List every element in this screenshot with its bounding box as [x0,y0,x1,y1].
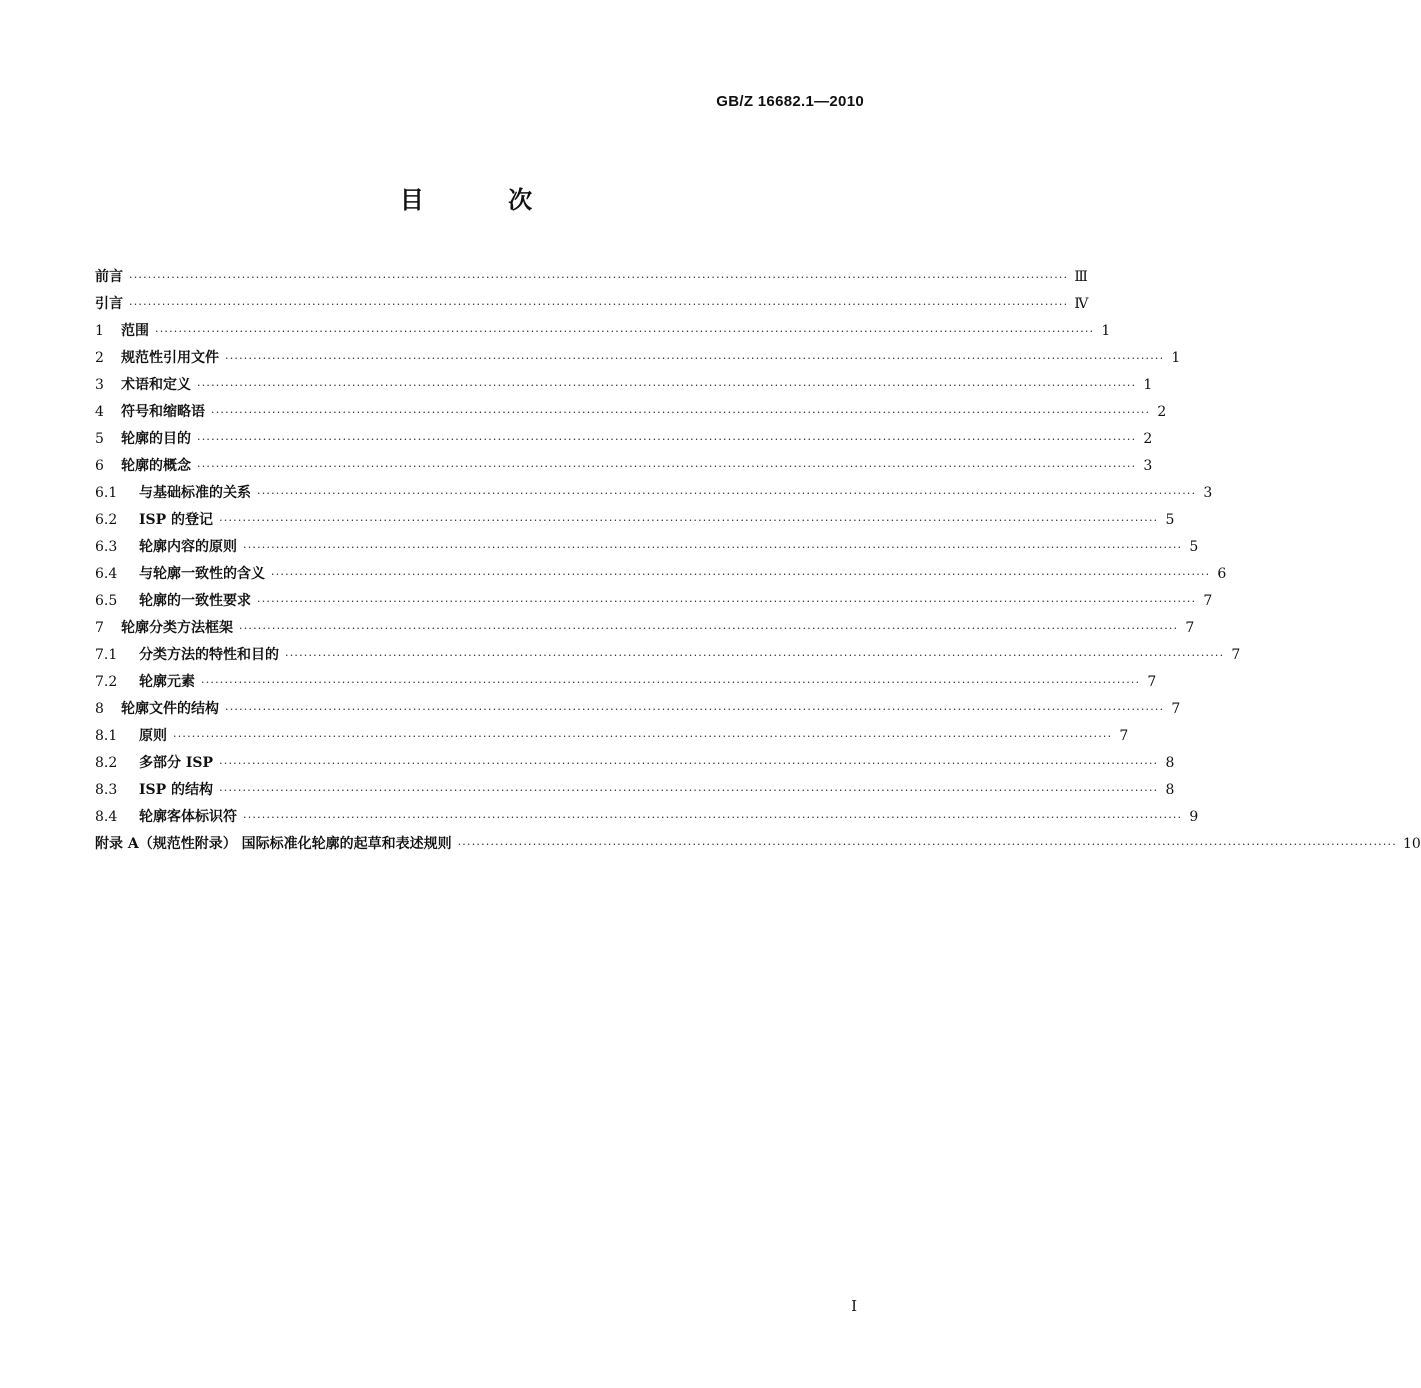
toc-dot-leader: ········································································································································································································ [285,649,1225,662]
toc-entry[interactable] [95,777,1175,804]
toc-dot-leader: ········································································································································································································ [197,433,1137,446]
toc-entry-page: 9 [1189,809,1199,825]
toc-entry-number: 7.2 [95,674,118,690]
toc-entry-page: Ⅲ [1074,269,1088,285]
toc-entry-title: 附录 A（规范性附录） 国际标准化轮廓的起草和表述规则 [95,836,452,852]
toc-entry[interactable] [95,723,1129,750]
toc-entry-page: 8 [1165,755,1175,771]
toc-entry-page: 2 [1157,404,1167,420]
standard-code: GB/Z 16682.1—2010 [716,93,864,110]
toc-entry-title: 原则 [139,728,167,744]
toc-dot-leader: ········································································································································································································ [219,757,1159,770]
toc-entry-title: 与基础标准的关系 [139,485,251,501]
toc-dot-leader: ········································································································································································································ [173,730,1113,743]
toc-entry-page: 1 [1171,350,1181,366]
toc-entry-page: 7 [1171,701,1181,717]
toc-entry-title: 轮廓元素 [139,674,195,690]
toc-entry-page: 3 [1143,458,1153,474]
toc-entry[interactable] [95,534,1199,561]
toc-entry-title: 分类方法的特性和目的 [139,647,279,663]
toc-entry-title: 轮廓的概念 [121,458,191,474]
toc-entry-title: 轮廓分类方法框架 [121,620,233,636]
toc-entry-page: 3 [1203,485,1213,501]
toc-dot-leader: ········································································································································································································ [225,703,1165,716]
toc-entry-number: 6 [95,458,104,474]
toc-dot-leader: ········································································································································································································ [271,568,1211,581]
toc-entry-title: 轮廓的一致性要求 [139,593,251,609]
toc-entry-page: 7 [1119,728,1129,744]
toc-entry-title: 多部分 ISP [139,755,214,771]
toc-entry-title: 轮廓客体标识符 [139,809,237,825]
toc-entry[interactable] [95,615,1195,642]
table-of-contents [95,264,1421,858]
toc-entry[interactable] [95,750,1175,777]
toc-dot-leader: ········································································································································································································ [457,838,1397,851]
toc-entry[interactable] [95,831,1421,858]
toc-entry[interactable] [95,696,1181,723]
toc-entry-page: 10 [1402,836,1421,852]
toc-entry-number: 3 [95,377,104,393]
toc-entry-number: 1 [95,323,104,339]
toc-entry-page: 8 [1165,782,1175,798]
toc-entry-number: 6.3 [95,539,118,555]
toc-entry-number: 6.1 [95,485,118,501]
toc-entry-page: 7 [1147,674,1157,690]
toc-dot-leader: ········································································································································································································ [219,514,1159,527]
toc-dot-leader: ········································································································································································································ [211,406,1151,419]
toc-entry[interactable] [95,561,1227,588]
toc-entry-number: 5 [95,431,104,447]
toc-entry-number: 7 [95,620,104,636]
toc-entry-page: Ⅳ [1074,296,1089,312]
toc-entry-title: 轮廓文件的结构 [121,701,219,717]
toc-entry[interactable] [95,507,1175,534]
page-title: 目 次 [399,185,571,214]
toc-dot-leader: ········································································································································································································ [239,622,1179,635]
toc-entry-page: 7 [1231,647,1241,663]
toc-entry[interactable] [95,642,1241,669]
toc-dot-leader: ········································································································································································································ [257,595,1197,608]
toc-entry-title: ISP 的登记 [139,512,214,528]
toc-entry[interactable] [95,372,1153,399]
toc-entry-number: 8 [95,701,104,717]
toc-entry-page: 1 [1101,323,1111,339]
toc-entry-number: 2 [95,350,104,366]
toc-dot-leader: ········································································································································································································ [129,271,1069,284]
toc-dot-leader: ········································································································································································································ [243,811,1183,824]
toc-entry-number: 8.4 [95,809,118,825]
toc-entry-title: 与轮廓一致性的含义 [139,566,265,582]
toc-entry[interactable] [95,318,1111,345]
toc-entry-page: 2 [1143,431,1153,447]
toc-entry-title: 前言 [95,269,123,285]
toc-entry[interactable] [95,804,1199,831]
toc-entry-number: 4 [95,404,104,420]
toc-entry-number: 8.1 [95,728,118,744]
toc-entry-page: 7 [1185,620,1195,636]
toc-entry[interactable] [95,399,1167,426]
toc-entry-title: 规范性引用文件 [121,350,219,366]
toc-entry-title: 符号和缩略语 [121,404,205,420]
toc-entry-page: 5 [1189,539,1199,555]
toc-entry[interactable] [95,291,1089,318]
toc-entry-number: 6.5 [95,593,118,609]
toc-dot-leader: ········································································································································································································ [225,352,1165,365]
toc-dot-leader: ········································································································································································································ [155,325,1095,338]
toc-entry-title: 引言 [95,296,123,312]
toc-entry-number: 6.2 [95,512,118,528]
toc-entry-title: 术语和定义 [121,377,191,393]
toc-entry[interactable] [95,264,1088,291]
toc-entry[interactable] [95,426,1153,453]
toc-entry-title: 范围 [121,323,149,339]
toc-dot-leader: ········································································································································································································ [257,487,1197,500]
toc-entry-number: 6.4 [95,566,118,582]
toc-dot-leader: ········································································································································································································ [197,379,1137,392]
toc-entry-title: 轮廓的目的 [121,431,191,447]
toc-entry-page: 7 [1203,593,1213,609]
toc-entry-number: 8.3 [95,782,118,798]
toc-entry-page: 5 [1165,512,1175,528]
toc-entry-page: 1 [1143,377,1153,393]
toc-dot-leader: ········································································································································································································ [129,298,1069,311]
toc-entry-page: 6 [1217,566,1227,582]
toc-entry[interactable] [95,453,1153,480]
toc-entry[interactable] [95,345,1181,372]
toc-entry[interactable] [95,480,1213,507]
toc-dot-leader: ········································································································································································································ [243,541,1183,554]
toc-entry-title: ISP 的结构 [139,782,214,798]
toc-dot-leader: ········································································································································································································ [197,460,1137,473]
toc-entry-title: 轮廓内容的原则 [139,539,237,555]
toc-entry-number: 7.1 [95,647,118,663]
toc-entry[interactable] [95,669,1157,696]
toc-dot-leader: ········································································································································································································ [201,676,1141,689]
toc-entry-number: 8.2 [95,755,118,771]
toc-dot-leader: ········································································································································································································ [219,784,1159,797]
page-number: I [851,1297,857,1315]
toc-entry[interactable] [95,588,1213,615]
